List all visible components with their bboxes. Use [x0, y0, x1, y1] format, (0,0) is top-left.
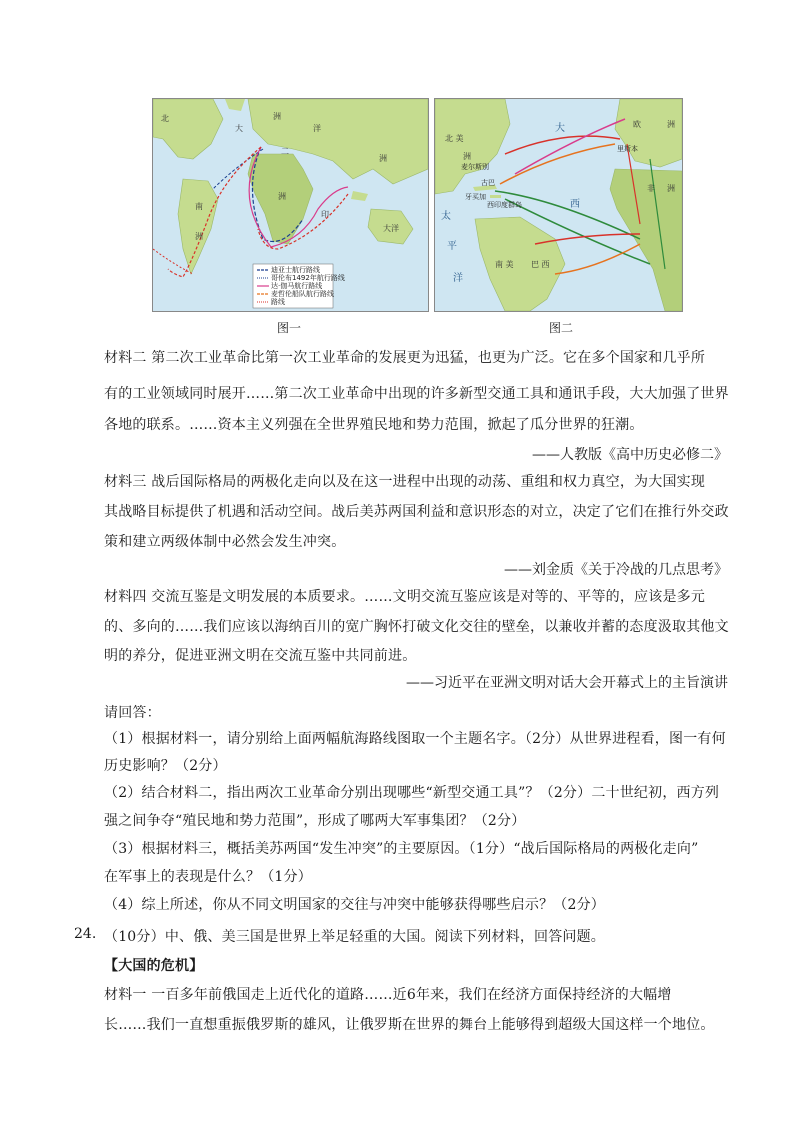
figure-1-caption: 图一: [277, 321, 302, 335]
questions-intro: 请回答：: [104, 705, 161, 721]
question-1-line-2: 历史影响？（2分）: [104, 758, 227, 774]
question-24-text: （10分）中、俄、美三国是世界上举足轻重的大国。阅读下列材料，回答问题。: [104, 929, 606, 945]
map1-label-zhou2: 洲: [195, 232, 203, 241]
map2-label-zhou-af: 洲: [667, 184, 675, 193]
material-3-source: ——刘金质《关于冷战的几点思考》: [504, 562, 728, 578]
map1-label-zhou1: 洲: [273, 112, 281, 121]
map1-legend-5: 路线: [271, 298, 285, 306]
material-3-line-2: 其战略目标提供了机遇和活动空间。战后美苏两国利益和意识形态的对立，决定了它们在推行外交政: [104, 504, 729, 520]
material-4-line-1: 材料四 交流互鉴是文明发展的本质要求。……文明交流互鉴应该是对等的、平等的，应该是多元: [104, 589, 706, 605]
map1-label-yin: 印: [321, 210, 329, 219]
map2-label-fei: 非: [647, 184, 655, 193]
question-24-material-1-line-1: 材料一 一百多年前俄国走上近代化的道路……近6年来，我们在经济方面保持经济的大幅增: [104, 987, 672, 1003]
question-4: （4）综上所述，你从不同文明国家的交往与冲突中能够获得哪些启示？（2分）: [104, 897, 606, 913]
material-2-source: ——人教版《高中历史必修二》: [532, 447, 728, 463]
map1-legend-4: 麦哲伦船队航行路线: [271, 290, 334, 298]
material-3-line-3: 策和建立两级体制中必然会发生冲突。: [104, 534, 346, 550]
map1-label-da: 大: [235, 124, 243, 133]
question-24-section: 【大国的危机】: [104, 958, 204, 974]
material-2-line-1: 材料二 第二次工业革命比第一次工业革命的发展更为迅猛，也更为广泛。它在多个国家和几乎所: [104, 350, 706, 366]
map2-label-nanmei: 南 美: [495, 260, 514, 269]
map1-legend-3: 达·伽马航行路线: [271, 282, 323, 290]
map2-label-yamaijia: 牙买加: [465, 193, 486, 201]
material-3-line-1: 材料三 战后国际格局的两极化走向以及在这一进程中出现的动荡、重组和权力真空，为大国实现: [104, 474, 706, 490]
map1-label-nan: 南: [195, 202, 203, 211]
map1-label-daxiyang: 大洋: [383, 224, 399, 233]
question-1-line-1: （1）根据材料一，请分别给上面两幅航海路线图取一个主题名字。（2分）从世界进程看，图一有何: [104, 731, 726, 747]
material-4-source: ——习近平在亚洲文明对话大会开幕式上的主旨演讲: [406, 675, 728, 691]
map2-label-ping: 平: [447, 241, 457, 252]
map2-label-beimei: 北 美: [445, 134, 464, 143]
map2-label-ou: 欧: [633, 120, 641, 129]
map2-label-maersi: 麦尔斯别: [461, 163, 489, 171]
map2-label-zhou-eu: 洲: [667, 120, 675, 129]
question-3-line-1: （3）根据材料三，概括美苏两国“发生冲突”的主要原因。（1分）“战后国际格局的两极化走向”: [104, 841, 699, 857]
material-2-line-3: 各地的联系。……资本主义列强在全世界殖民地和势力范围，掀起了瓜分世界的狂潮。: [104, 417, 644, 433]
map2-label-xiyindu: 西印度群岛: [487, 201, 522, 209]
question-2-line-2: 强之间争夺“殖民地和势力范围”，形成了哪两大军事集团？（2分）: [104, 813, 526, 829]
question-24-material-1-line-2: 长……我们一直想重振俄罗斯的雄风，让俄罗斯在世界的舞台上能够得到超级大国这样一个地位。: [104, 1017, 715, 1033]
map2-label-da: 大: [555, 123, 565, 134]
figure-2-map: [434, 98, 683, 312]
figure-1-map: [152, 98, 429, 312]
map2-label-lisbon: 里斯本: [617, 145, 638, 153]
map1-label-yang: 洋: [313, 124, 321, 133]
map1-label-zhou4: 洲: [379, 154, 387, 163]
map1-legend-1: 迪亚士航行路线: [271, 266, 320, 274]
material-4-line-2: 的、多向的……我们应该以海纳百川的宽广胸怀打破文化交往的壁垒，以兼收并蓄的态度汲取其他文: [104, 619, 729, 635]
map2-label-guba: 古巴: [481, 179, 495, 187]
map2-label-tai: 太: [441, 211, 451, 222]
map2-label-bazhou: 巴 西: [531, 260, 550, 269]
question-2-line-1: （2）结合材料二，指出两次工业革命分别出现哪些“新型交通工具”？（2分）二十世纪初，西方列: [104, 785, 720, 801]
map1-label-er: 二: [281, 147, 289, 156]
map1-label-north: 北: [161, 114, 169, 123]
question-24-number: 24.: [74, 926, 97, 942]
figure-2-caption: 图二: [549, 321, 574, 335]
question-3-line-2: 在军事上的表现是什么？（1分）: [104, 869, 312, 885]
material-2-line-2: 有的工业领域同时展开……第二次工业革命中出现的许多新型交通工具和通讯手段，大大加强了世界: [104, 386, 729, 402]
map2-label-xi: 西: [570, 199, 580, 210]
map2-label-yang: 洋: [453, 273, 463, 284]
map2-label-zhou: 洲: [463, 152, 471, 161]
map1-label-zhou3: 洲: [278, 192, 286, 201]
map1-legend-2: 哥伦布1492年航行路线: [271, 274, 345, 282]
material-4-line-3: 明的养分，促进亚洲文明在交流互鉴中共同前进。: [104, 648, 417, 664]
